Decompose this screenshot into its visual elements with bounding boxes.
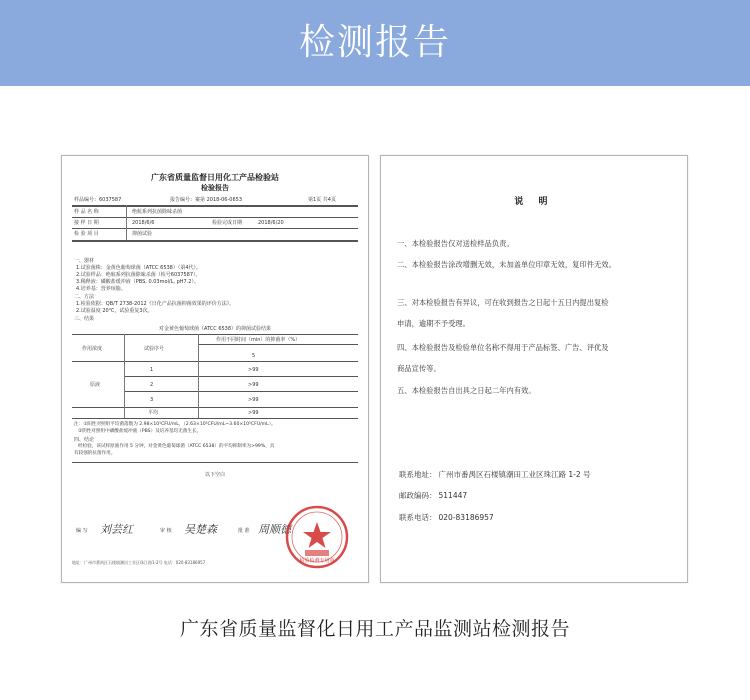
method-line: 2.试验温度 20℃，试验重复3次。 bbox=[76, 308, 153, 314]
page-title: 检测报告 bbox=[298, 22, 451, 63]
table-col-divider bbox=[124, 334, 125, 418]
statement-title: 说 明 bbox=[514, 197, 554, 207]
table-cell-concentration: 原液 bbox=[90, 382, 101, 388]
method-line: 1.检验依据：QB/T 2738-2012《日化产品抗菌抑菌效果的评价方法》。 bbox=[76, 301, 235, 307]
contact-postcode-label: 邮政编码： bbox=[399, 491, 437, 500]
sample-number: 样品编号：6037587 bbox=[74, 197, 122, 203]
editor-signature: 刘芸红 bbox=[100, 523, 133, 536]
statement-line-3-cont: 申请，逾期不予受理。 bbox=[397, 319, 470, 328]
reviewer-signature: 吴楚森 bbox=[184, 523, 217, 536]
section-method: 二、方法 bbox=[74, 294, 95, 300]
table-head-time: 作用不同时间（min）的抑菌率（%） bbox=[216, 337, 301, 343]
seal-text: 检验检测专用章 bbox=[299, 558, 335, 564]
statement-page-image bbox=[380, 155, 688, 583]
completion-date-value: 2018/6/20 bbox=[258, 220, 284, 226]
header-rule bbox=[72, 205, 358, 207]
table-rule bbox=[72, 418, 358, 419]
section-result: 三、结果 bbox=[74, 316, 95, 322]
table-title: 对金黄色葡萄球菌（ATCC 6538）的抑菌试验结果 bbox=[158, 326, 272, 332]
reviewer-label: 审 核 bbox=[160, 528, 172, 534]
table-rule bbox=[124, 391, 358, 392]
table-cell-val: >99 bbox=[248, 382, 259, 388]
equipment-line: 2.试验样品：绝航系列抗菌除味杀菌（检号6037587）。 bbox=[76, 272, 201, 278]
table-rule bbox=[72, 462, 358, 463]
equipment-line: 1.试验菌株：金黄色葡萄球菌（ATCC 6538）（第4代）。 bbox=[76, 265, 202, 271]
table-col-divider bbox=[198, 334, 199, 418]
section-conclusion: 四、结论 bbox=[74, 437, 95, 443]
statement-line-4: 四、本检验报告及检验单位名称不得用于产品标签、广告、评优及 bbox=[397, 343, 609, 352]
row-rule bbox=[72, 240, 358, 242]
table-rule bbox=[72, 334, 358, 335]
receive-date-value: 2018/6/6 bbox=[132, 220, 155, 226]
table-note: ②阴性对照组中磷酸盐缓冲液（PBS）及培养基均无菌生长。 bbox=[78, 429, 202, 434]
receive-date-label: 接 样 日 期 bbox=[74, 220, 99, 226]
page-count: 第1页 共4页 bbox=[308, 197, 336, 203]
table-avg-value: >99 bbox=[248, 410, 259, 416]
sample-name-value: 绝航系列抗菌除味杀菌 bbox=[132, 209, 183, 215]
table-rule bbox=[198, 344, 358, 345]
equipment-line: 4.培养基：营养琼脂。 bbox=[76, 286, 126, 292]
contact-address-label: 联系地址： bbox=[399, 470, 437, 479]
contact-address-value: 广州市番禺区石楼镇潮田工业区珠江路 1-2 号 bbox=[438, 470, 591, 479]
table-cell-seq: 1 bbox=[150, 367, 154, 373]
statement-line-4-cont: 商品宣传等。 bbox=[397, 364, 441, 373]
test-item-value: 抑菌试验 bbox=[132, 231, 153, 237]
conclusion-line: 经检验，该试样原液作用 5 分钟，对金黄色葡萄球菌（ATCC 6538）的平均抑制率为>99%，具 bbox=[78, 444, 275, 449]
contact-phone bbox=[399, 513, 494, 522]
table-head-concentration: 作用浓度 bbox=[82, 346, 103, 352]
approver-signature: 周顺德 bbox=[258, 523, 291, 536]
table-avg-label: 平均 bbox=[148, 410, 159, 416]
statement-line-2: 二、本检验报告涂改增删无效，未加盖单位印章无效，复印件无效。 bbox=[397, 260, 616, 269]
test-item-label: 检 验 项 目 bbox=[74, 231, 99, 237]
report-caption: 广东省质量监督化日用工产品监测站检测报告 bbox=[179, 618, 570, 640]
contact-postcode-value: 511447 bbox=[438, 491, 468, 500]
table-head-sequence: 试验序号 bbox=[144, 346, 165, 352]
section-equipment: 一、器材 bbox=[74, 258, 95, 264]
official-seal-icon bbox=[284, 504, 350, 570]
contact-phone-value: 020-83186957 bbox=[438, 513, 494, 522]
editor-label: 编 写 bbox=[76, 528, 88, 534]
completion-date-label: 检验完成日期 bbox=[212, 220, 243, 226]
contact-address bbox=[399, 470, 591, 479]
statement-line-1: 一、本检验报告仅对送检样品负责。 bbox=[397, 239, 514, 248]
report-page-image bbox=[61, 155, 369, 583]
table-cell-val: >99 bbox=[248, 367, 259, 373]
table-cell-val: >99 bbox=[248, 397, 259, 403]
table-rule bbox=[72, 407, 358, 408]
report-footer: 地址：广州市番禺区石楼镇潮田工业区珠江路1-2号 电话：020-83186957 bbox=[72, 560, 206, 565]
blank-note: 以下空白 bbox=[204, 472, 225, 478]
statement-line-5: 五、本检验报告自出具之日起二年内有效。 bbox=[397, 386, 536, 395]
table-rule bbox=[72, 361, 358, 362]
approver-label: 批 准 bbox=[238, 528, 250, 534]
table-rule bbox=[124, 376, 358, 377]
equipment-line: 3.稀释液：磷酸盐缓冲液（PBS, 0.03mol/L, pH7.2）。 bbox=[76, 279, 199, 285]
row-rule bbox=[72, 228, 358, 229]
contact-postcode bbox=[399, 491, 467, 500]
report-institution-title: 广东省质量监督日用化工产品检验站 bbox=[151, 173, 279, 182]
contact-phone-label: 联系电话： bbox=[399, 513, 437, 522]
table-note: 注：①阳性对照组平均菌落数为 2.98×10⁵CFU/mL，（2.63×10⁵CFU/mL~3.60×10⁵CFU/mL）。 bbox=[74, 422, 276, 427]
table-head-minutes: 5 bbox=[252, 353, 256, 359]
report-subtitle: 检验报告 bbox=[201, 184, 229, 192]
row-rule bbox=[72, 217, 358, 218]
report-number: 报告编号：案第 2018-06-0653 bbox=[170, 197, 243, 203]
table-cell-seq: 3 bbox=[150, 397, 154, 403]
sample-name-label: 样 品 名 称 bbox=[74, 209, 99, 215]
conclusion-line: 有较强的抗菌作用。 bbox=[74, 451, 116, 456]
statement-line-3: 三、对本检验报告有异议，可在收到报告之日起十五日内提出复检 bbox=[397, 298, 609, 307]
table-cell-seq: 2 bbox=[150, 382, 154, 388]
label-divider bbox=[126, 205, 127, 240]
